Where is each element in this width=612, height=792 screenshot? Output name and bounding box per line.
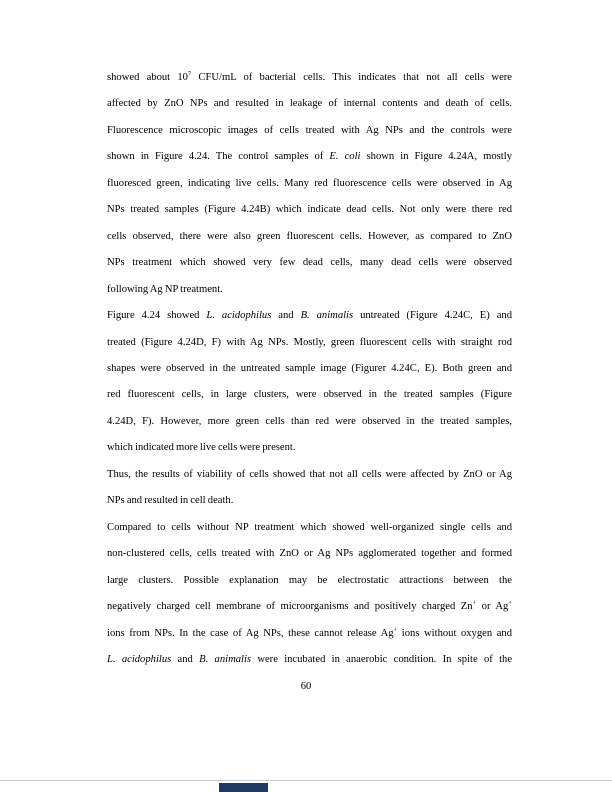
text-segment: following Ag NP treatment. [107, 283, 223, 295]
species-name: L. acidophilus [206, 310, 272, 322]
text-line [107, 144, 512, 170]
text-segment: Fluorescence microscopic images of cells treated with Ag NPs and the controls were [107, 124, 512, 136]
text-segment: 4.24D, F). However, more green cells than red were observed in the treated samples, [107, 415, 512, 427]
text-segment: fluoresced green, indicating live cells. Many red fluorescence cells were observed in Ag [107, 177, 512, 189]
species-name: L. acidophilus [107, 653, 172, 665]
text-line [107, 224, 512, 250]
text-segment: which indicated more live cells were present. [107, 442, 296, 454]
text-segment: showed about 10 [107, 72, 188, 83]
page-number: 60 [300, 681, 312, 692]
text-line [107, 277, 512, 303]
text-line [107, 621, 512, 647]
text-segment: shown in Figure 4.24A, mostly [360, 151, 512, 163]
text-segment: ions without oxygen and [397, 627, 512, 639]
text-line [107, 435, 512, 461]
text-segment: negatively charged cell membrane of microorganisms and positively charged Zn [107, 601, 473, 613]
text-block [107, 65, 512, 673]
footer-artifact [219, 783, 268, 792]
text-segment: NPs and resulted in cell death. [107, 495, 234, 507]
species-name: B. animalis [199, 653, 252, 665]
species-name: E. coli [329, 151, 361, 163]
text-segment: and [171, 653, 200, 665]
text-line [107, 65, 512, 91]
text-line [107, 356, 512, 382]
text-line [107, 250, 512, 276]
text-segment: large clusters. Possible explanation may be electrostatic attractions between the [107, 574, 512, 586]
text-line [107, 171, 512, 197]
text-line [107, 515, 512, 541]
text-segment: non-clustered cells, cells treated with ZnO or Ag NPs agglomerated together and formed [107, 548, 512, 560]
text-line [107, 568, 512, 594]
text-line [107, 303, 512, 329]
text-line [107, 488, 512, 514]
text-segment: red fluorescent cells, in large clusters, were observed in the treated samples (Figure [107, 389, 512, 401]
text-line [107, 409, 512, 435]
text-line [107, 118, 512, 144]
text-line [107, 594, 512, 620]
text-segment: Compared to cells without NP treatment which showed well-organized single cells and [107, 521, 512, 533]
text-segment: shapes were observed in the untreated sample image (Figurer 4.24C, E). Both green and [107, 362, 512, 374]
text-segment: NPs treated samples (Figure 4.24B) which indicate dead cells. Not only were there red [107, 204, 512, 216]
text-line [107, 330, 512, 356]
text-segment: cells observed, there were also green fluorescent cells. However, as compared to ZnO [107, 230, 512, 242]
text-segment: NPs treatment which showed very few dead cells, many dead cells were observed [107, 257, 512, 269]
text-segment: shown in Figure 4.24. The control samples of [107, 151, 330, 163]
superscript: + [508, 599, 512, 607]
text-line [107, 197, 512, 223]
text-segment: treated (Figure 4.24D, F) with Ag NPs. Mostly, green fluorescent cells with straight rod [107, 336, 512, 348]
text-segment: ions from NPs. In the case of Ag NPs, these cannot release Ag [107, 627, 394, 639]
text-segment: CFU/mL of bacterial cells. This indicates that not all cells were [191, 72, 513, 83]
species-name: B. animalis [300, 310, 354, 322]
text-segment: Figure 4.24 showed [107, 310, 207, 322]
text-segment: affected by ZnO NPs and resulted in leakage of internal contents and death of cells. [107, 98, 512, 110]
page-break-line [0, 780, 612, 781]
text-line [107, 91, 512, 117]
text-segment: and [271, 310, 301, 322]
text-segment: untreated (Figure 4.24C, E) and [353, 310, 513, 322]
superscript: + [393, 625, 398, 633]
text-segment: or Ag [476, 601, 509, 613]
text-line [107, 382, 512, 408]
text-line [107, 462, 512, 488]
superscript: + [472, 599, 477, 607]
text-segment: were incubated in anaerobic condition. In spite of the [251, 653, 513, 665]
superscript: 7 [187, 70, 192, 78]
text-segment: Thus, the results of viability of cells showed that not all cells were affected by ZnO or Ag [107, 468, 512, 480]
text-line [107, 541, 512, 567]
text-line [107, 647, 512, 673]
